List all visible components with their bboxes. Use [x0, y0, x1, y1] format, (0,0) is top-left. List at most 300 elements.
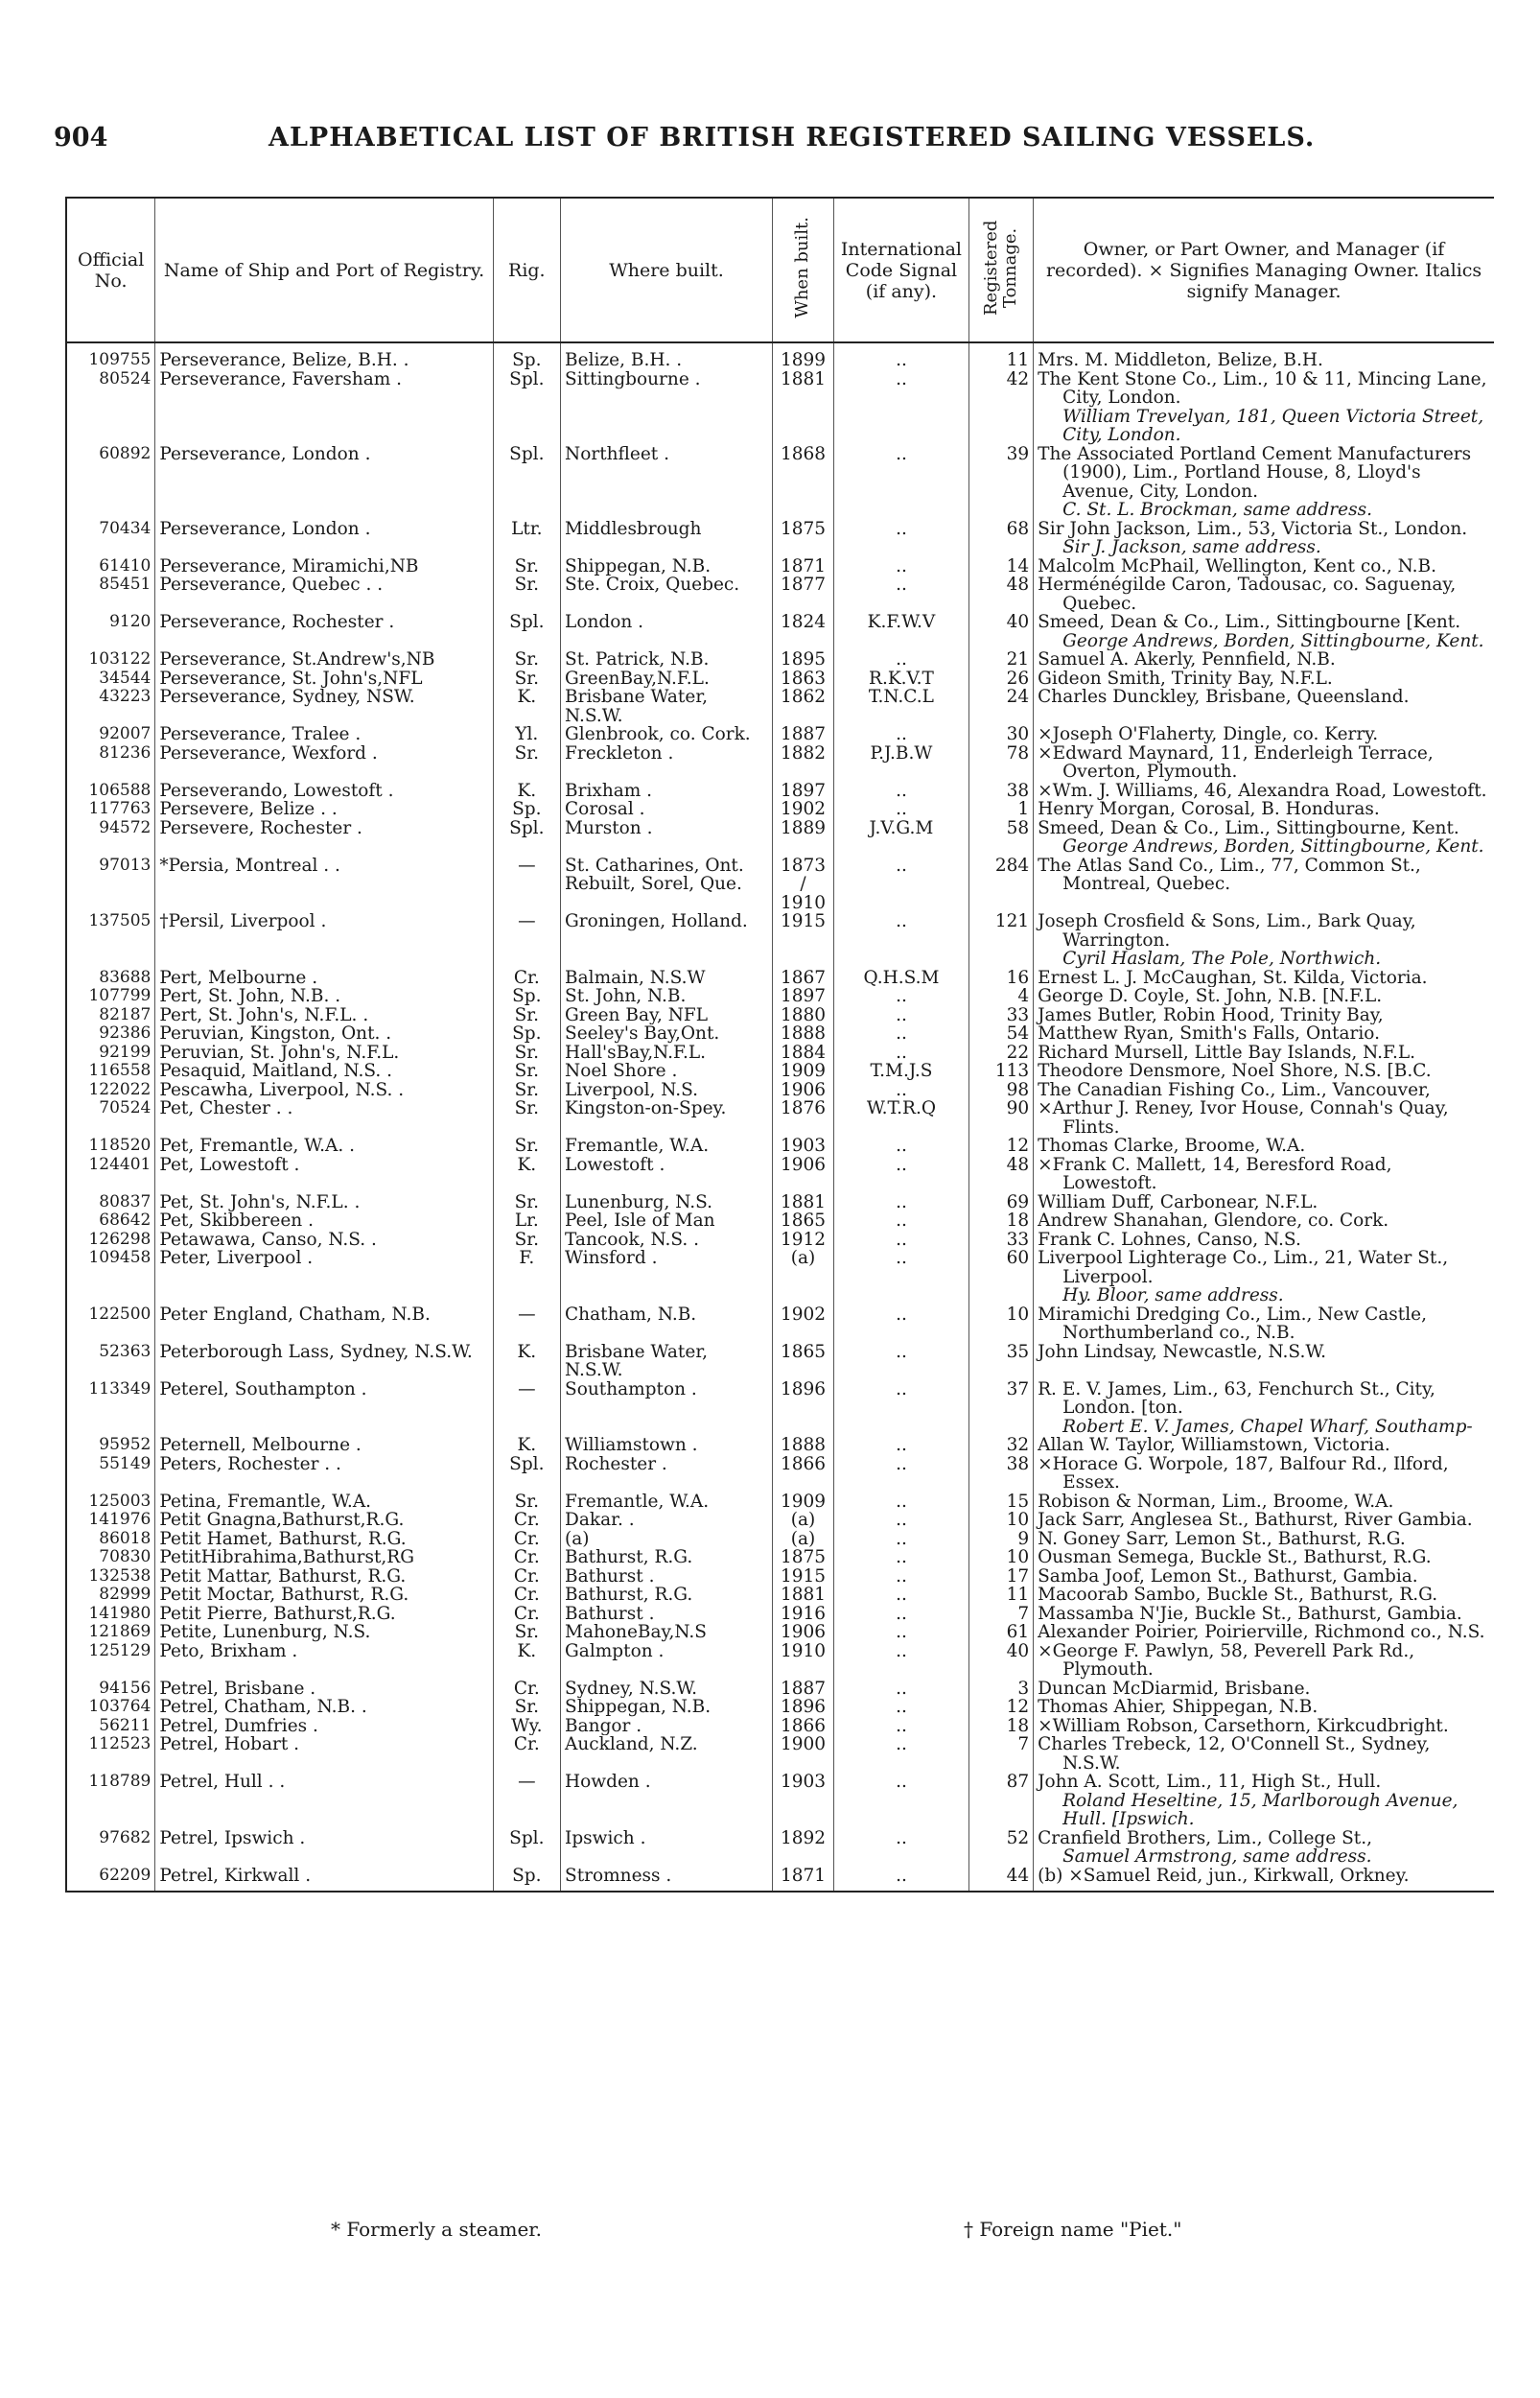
owner-cell: [1034, 1867, 1494, 1893]
ship-name: Perseverance, London .: [155, 520, 493, 557]
rig: Sr.: [493, 1044, 560, 1063]
official-number: 92386: [66, 1024, 155, 1044]
owner: The Atlas Sand Co., Lim., 77, Common St., Montreal, Quebec.: [1038, 856, 1421, 894]
table-row: [66, 1605, 1494, 1624]
owner: Liverpool Lighterage Co., Lim., 21, Water St., Liverpool.: [1038, 1249, 1449, 1287]
owner-cell: [1034, 725, 1494, 744]
table-row: [66, 1156, 1494, 1193]
owner: Thomas Ahier, Shippegan, N.B.: [1038, 1698, 1318, 1717]
ship-name: Petite, Lunenburg, N.S.: [155, 1623, 493, 1642]
tonnage: 44: [968, 1867, 1033, 1893]
official-number: 107799: [66, 987, 155, 1006]
official-number: 103764: [66, 1698, 155, 1717]
tonnage: 12: [968, 1137, 1033, 1156]
owner: Cranfield Brothers, Lim., College St.,: [1038, 1828, 1372, 1848]
when-built: 1880: [772, 1006, 833, 1025]
owner-cell: [1034, 370, 1494, 445]
rig: —: [493, 1305, 560, 1343]
tonnage: 52: [968, 1829, 1033, 1867]
signal-code: ..: [834, 1436, 969, 1455]
official-number: 97013: [66, 857, 155, 913]
table-row: [66, 1493, 1494, 1512]
owner-cell: [1034, 1735, 1494, 1773]
tonnage: 10: [968, 1548, 1033, 1567]
rig: K.: [493, 1343, 560, 1380]
signal-code: ..: [834, 1867, 969, 1893]
ship-name: Petrel, Hull . .: [155, 1773, 493, 1829]
tonnage: 33: [968, 1006, 1033, 1025]
when-built: 1875: [772, 1548, 833, 1567]
footnote-formerly-steamer: * Formerly a steamer.: [331, 2218, 543, 2241]
ship-name: Persevere, Rochester .: [155, 819, 493, 857]
table-row: [66, 613, 1494, 650]
table-row: [66, 1380, 1494, 1437]
official-number: 82187: [66, 1006, 155, 1025]
where-built: Green Bay, NFL: [561, 1006, 773, 1025]
ship-name: Petit Mattar, Bathurst, R.G.: [155, 1567, 493, 1587]
rig: —: [493, 1380, 560, 1437]
tonnage: 48: [968, 1156, 1033, 1193]
where-built: Shippegan, N.B.: [561, 1698, 773, 1717]
when-built: 1866: [772, 1717, 833, 1736]
rig: Sr.: [493, 1493, 560, 1512]
official-number: 95952: [66, 1436, 155, 1455]
where-built: Rochester .: [561, 1455, 773, 1493]
manager: William Trevelyan, 181, Queen Victoria Street, City, London.: [1062, 406, 1484, 445]
official-number: 81236: [66, 744, 155, 782]
manager: C. St. L. Brockman, same address.: [1062, 500, 1372, 520]
owner-cell: [1034, 744, 1494, 782]
official-number: 86018: [66, 1530, 155, 1549]
official-number: 126298: [66, 1231, 155, 1250]
tonnage: 38: [968, 1455, 1033, 1493]
ship-name: Pert, St. John's, N.F.L. .: [155, 1006, 493, 1025]
ship-name: Peters, Rochester . .: [155, 1455, 493, 1493]
official-number: 109755: [66, 342, 155, 370]
rig: Cr.: [493, 1605, 560, 1624]
owner-cell: [1034, 1211, 1494, 1231]
owner-cell: [1034, 912, 1494, 969]
when-built: 1882: [772, 744, 833, 782]
rig: Sr.: [493, 744, 560, 782]
where-built: MahoneBay,N.S: [561, 1623, 773, 1642]
official-number: 83688: [66, 969, 155, 988]
owner-cell: [1034, 1156, 1494, 1193]
official-number: 85451: [66, 576, 155, 613]
rig: Sr.: [493, 1231, 560, 1250]
official-number: 122022: [66, 1081, 155, 1100]
where-built: Tancook, N.S. .: [561, 1231, 773, 1250]
rig: F.: [493, 1249, 560, 1305]
where-built: Southampton .: [561, 1380, 773, 1437]
owner: Frank C. Lohnes, Canso, N.S.: [1038, 1230, 1301, 1249]
signal-code: ..: [834, 725, 969, 744]
official-number: 137505: [66, 912, 155, 969]
official-number: 82999: [66, 1586, 155, 1605]
tonnage: 22: [968, 1044, 1033, 1063]
signal-code: ..: [834, 1024, 969, 1044]
tonnage: 21: [968, 650, 1033, 670]
tonnage: 16: [968, 969, 1033, 988]
ship-name: Perseverance, Faversham .: [155, 370, 493, 445]
where-built: London .: [561, 613, 773, 650]
ship-name: Petrel, Chatham, N.B. .: [155, 1698, 493, 1717]
owner: Theodore Densmore, Noel Shore, N.S. [B.C.: [1038, 1062, 1432, 1081]
official-number: 68642: [66, 1211, 155, 1231]
signal-code: ..: [834, 520, 969, 557]
ship-name: Petrel, Kirkwall .: [155, 1867, 493, 1893]
owner: ×Joseph O'Flaherty, Dingle, co. Kerry.: [1038, 725, 1379, 744]
table-row: [66, 857, 1494, 913]
ship-name: PetitHibrahima,Bathurst,RG: [155, 1548, 493, 1567]
owner-cell: [1034, 857, 1494, 913]
owner: Charles Dunckley, Brisbane, Queensland.: [1038, 688, 1410, 707]
where-built: Freckleton .: [561, 744, 773, 782]
rig: Sr.: [493, 1099, 560, 1137]
when-built: 1902: [772, 1305, 833, 1343]
where-built: Groningen, Holland.: [561, 912, 773, 969]
owner: William Duff, Carbonear, N.F.L.: [1038, 1192, 1318, 1211]
owner: Matthew Ryan, Smith's Falls, Ontario.: [1038, 1024, 1380, 1044]
rig: Cr.: [493, 1530, 560, 1549]
ship-name: Peter, Liverpool .: [155, 1249, 493, 1305]
where-built: Ste. Croix, Quebec.: [561, 576, 773, 613]
tonnage: 3: [968, 1680, 1033, 1699]
when-built: 1909: [772, 1062, 833, 1081]
signal-code: ..: [834, 1380, 969, 1437]
when-built: 1824: [772, 613, 833, 650]
signal-code: ..: [834, 576, 969, 613]
ship-name: Peruvian, Kingston, Ont. .: [155, 1024, 493, 1044]
signal-code: ..: [834, 1006, 969, 1025]
owner-cell: [1034, 557, 1494, 576]
signal-code: W.T.R.Q: [834, 1099, 969, 1137]
signal-code: P.J.B.W: [834, 744, 969, 782]
when-built: 1892: [772, 1829, 833, 1867]
ship-name: Persevere, Belize . .: [155, 800, 493, 819]
owner: Miramichi Dredging Co., Lim., New Castle, Northumberland co., N.B.: [1038, 1305, 1427, 1343]
table-row: [66, 370, 1494, 445]
rig: Cr.: [493, 1586, 560, 1605]
when-built: (a): [772, 1249, 833, 1305]
col-name: Name of Ship and Port of Registry.: [155, 198, 493, 342]
official-number: 112523: [66, 1735, 155, 1773]
owner: Samuel A. Akerly, Pennfield, N.B.: [1038, 650, 1336, 670]
when-built: 1897: [772, 782, 833, 801]
owner-cell: [1034, 1099, 1494, 1137]
signal-code: T.M.J.S: [834, 1062, 969, 1081]
owner: John Lindsay, Newcastle, N.S.W.: [1038, 1342, 1326, 1362]
ship-name: Peto, Brixham .: [155, 1642, 493, 1680]
official-number: 43223: [66, 688, 155, 725]
owner: Henry Morgan, Corosal, B. Honduras.: [1038, 800, 1380, 819]
owner-cell: [1034, 1511, 1494, 1530]
rig: Ltr.: [493, 520, 560, 557]
signal-code: ..: [834, 1305, 969, 1343]
when-built: 1900: [772, 1735, 833, 1773]
col-where-built: Where built.: [561, 198, 773, 342]
tonnage: 18: [968, 1211, 1033, 1231]
owner: N. Goney Sarr, Lemon St., Bathurst, R.G.: [1038, 1529, 1406, 1548]
rig: Cr.: [493, 1548, 560, 1567]
when-built: 1903: [772, 1137, 833, 1156]
where-built: St. John, N.B.: [561, 987, 773, 1006]
rig: Cr.: [493, 1511, 560, 1530]
ship-name: Pet, Fremantle, W.A. .: [155, 1137, 493, 1156]
owner: Allan W. Taylor, Williamstown, Victoria.: [1038, 1436, 1390, 1455]
rig: —: [493, 857, 560, 913]
rig: Spl.: [493, 613, 560, 650]
owner: ×Wm. J. Williams, 46, Alexandra Road, Lowestoft.: [1038, 781, 1487, 800]
tonnage: 113: [968, 1062, 1033, 1081]
owner-cell: [1034, 1044, 1494, 1063]
official-number: 132538: [66, 1567, 155, 1587]
ship-name: Perseverance, St.Andrew's,NB: [155, 650, 493, 670]
signal-code: R.K.V.T: [834, 670, 969, 689]
where-built: St. Catharines, Ont. Rebuilt, Sorel, Que.: [561, 857, 773, 913]
signal-code: ..: [834, 987, 969, 1006]
owner-cell: [1034, 1829, 1494, 1867]
when-built: 1881: [772, 1586, 833, 1605]
table-row: [66, 1567, 1494, 1587]
table-row: [66, 1137, 1494, 1156]
owner-cell: [1034, 1698, 1494, 1717]
when-built: 1887: [772, 725, 833, 744]
owner: John A. Scott, Lim., 11, High St., Hull.: [1038, 1773, 1382, 1792]
owner-cell: [1034, 520, 1494, 557]
owner-cell: [1034, 1006, 1494, 1025]
signal-code: J.V.G.M: [834, 819, 969, 857]
tonnage: 98: [968, 1081, 1033, 1100]
owner: Smeed, Dean & Co., Lim., Sittingbourne, Kent.: [1038, 818, 1459, 838]
ship-name: Pescawha, Liverpool, N.S. .: [155, 1081, 493, 1100]
where-built: Auckland, N.Z.: [561, 1735, 773, 1773]
rig: Sr.: [493, 1698, 560, 1717]
owner: Richard Mursell, Little Bay Islands, N.F.L.: [1038, 1043, 1415, 1062]
tonnage: 33: [968, 1231, 1033, 1250]
table-row: [66, 670, 1494, 689]
table-row: [66, 1305, 1494, 1343]
where-built: Brisbane Water, N.S.W.: [561, 688, 773, 725]
owner-cell: [1034, 613, 1494, 650]
when-built: 1863: [772, 670, 833, 689]
owner-cell: [1034, 1586, 1494, 1605]
when-built: 1897: [772, 987, 833, 1006]
where-built: Belize, B.H. .: [561, 342, 773, 370]
owner-cell: [1034, 1380, 1494, 1437]
ship-name: Pert, St. John, N.B. .: [155, 987, 493, 1006]
tonnage: 14: [968, 557, 1033, 576]
when-built: 1916: [772, 1605, 833, 1624]
signal-code: ..: [834, 1511, 969, 1530]
when-built: 1915: [772, 1567, 833, 1587]
tonnage: 58: [968, 819, 1033, 857]
signal-code: ..: [834, 782, 969, 801]
tonnage: 7: [968, 1735, 1033, 1773]
owner-cell: [1034, 576, 1494, 613]
official-number: 70830: [66, 1548, 155, 1567]
owner-cell: [1034, 1623, 1494, 1642]
official-number: 60892: [66, 445, 155, 520]
signal-code: Q.H.S.M: [834, 969, 969, 988]
table-row: [66, 688, 1494, 725]
owner: Mrs. M. Middleton, Belize, B.H.: [1038, 350, 1323, 370]
col-tonnage: [968, 198, 1033, 342]
owner-cell: [1034, 1530, 1494, 1549]
where-built: Galmpton .: [561, 1642, 773, 1680]
tonnage: 87: [968, 1773, 1033, 1829]
manager: Samuel Armstrong, same address.: [1062, 1846, 1372, 1867]
ship-name: *Persia, Montreal . .: [155, 857, 493, 913]
owner: James Butler, Robin Hood, Trinity Bay,: [1038, 1005, 1384, 1024]
table-row: [66, 557, 1494, 576]
rig: Yl.: [493, 725, 560, 744]
when-built: 1862: [772, 688, 833, 725]
where-built: Sittingbourne .: [561, 370, 773, 445]
ship-name: Perseverance, Wexford .: [155, 744, 493, 782]
ship-name: Perseverance, St. John's,NFL: [155, 670, 493, 689]
manager: George Andrews, Borden, Sittingbourne, Kent.: [1062, 836, 1484, 857]
tonnage: 15: [968, 1493, 1033, 1512]
table-row: [66, 1867, 1494, 1893]
table-row: [66, 912, 1494, 969]
where-built: Liverpool, N.S.: [561, 1081, 773, 1100]
tonnage: 90: [968, 1099, 1033, 1137]
table-row: [66, 782, 1494, 801]
table-row: [66, 1044, 1494, 1063]
when-built: 1881: [772, 370, 833, 445]
table-row: [66, 342, 1494, 370]
official-number: 52363: [66, 1343, 155, 1380]
tonnage: 121: [968, 912, 1033, 969]
when-built: 1906: [772, 1156, 833, 1193]
signal-code: ..: [834, 1493, 969, 1512]
owner-cell: [1034, 1305, 1494, 1343]
where-built: Peel, Isle of Man: [561, 1211, 773, 1231]
when-built: 1877: [772, 576, 833, 613]
table-row: [66, 576, 1494, 613]
official-number: 117763: [66, 800, 155, 819]
signal-code: ..: [834, 1717, 969, 1736]
owner-cell: [1034, 445, 1494, 520]
col-owner: Owner, or Part Owner, and Manager (if recorded). × Signifies Managing Owner. Italics signify Manager.: [1034, 198, 1494, 342]
where-built: Northfleet .: [561, 445, 773, 520]
table-row: [66, 1642, 1494, 1680]
official-number: 122500: [66, 1305, 155, 1343]
rig: Wy.: [493, 1717, 560, 1736]
official-number: 9120: [66, 613, 155, 650]
table-row: [66, 800, 1494, 819]
signal-code: ..: [834, 1211, 969, 1231]
owner: The Kent Stone Co., Lim., 10 & 11, Mincing Lane, City, London.: [1038, 369, 1487, 408]
ship-name: Petrel, Hobart .: [155, 1735, 493, 1773]
where-built: Brisbane Water, N.S.W.: [561, 1343, 773, 1380]
where-built: Ipswich .: [561, 1829, 773, 1867]
tonnage: 38: [968, 782, 1033, 801]
where-built: (a): [561, 1530, 773, 1549]
owner: Alexander Poirier, Poirierville, Richmond co., N.S.: [1038, 1623, 1485, 1642]
table-row: [66, 1062, 1494, 1081]
owner-cell: [1034, 1081, 1494, 1100]
signal-code: ..: [834, 912, 969, 969]
rig: Sp.: [493, 342, 560, 370]
owner-cell: [1034, 1062, 1494, 1081]
table-row: [66, 1829, 1494, 1867]
when-built: 1888: [772, 1024, 833, 1044]
official-number: 141980: [66, 1605, 155, 1624]
table-row: [66, 1006, 1494, 1025]
rig: —: [493, 1773, 560, 1829]
official-number: 80837: [66, 1193, 155, 1212]
signal-code: ..: [834, 1642, 969, 1680]
owner-cell: [1034, 969, 1494, 988]
owner: Sir John Jackson, Lim., 53, Victoria St., London.: [1038, 519, 1468, 539]
rig: Lr.: [493, 1211, 560, 1231]
when-built: 1888: [772, 1436, 833, 1455]
tonnage: 9: [968, 1530, 1033, 1549]
table-row: [66, 819, 1494, 857]
owner: Malcolm McPhail, Wellington, Kent co., N.B.: [1038, 556, 1437, 576]
signal-code: ..: [834, 1698, 969, 1717]
col-official-no: Official No.: [66, 198, 155, 342]
tonnage: 24: [968, 688, 1033, 725]
ship-name: Perseverance, Quebec . .: [155, 576, 493, 613]
owner: Ernest L. J. McCaughan, St. Kilda, Victoria.: [1038, 968, 1428, 987]
rig: Sr.: [493, 1006, 560, 1025]
table-row: [66, 1773, 1494, 1829]
tonnage: 4: [968, 987, 1033, 1006]
rig: Sr.: [493, 650, 560, 670]
owner: Jack Sarr, Anglesea St., Bathurst, River Gambia.: [1038, 1511, 1473, 1530]
ship-name: Petit Gnagna,Bathurst,R.G.: [155, 1511, 493, 1530]
official-number: 125003: [66, 1493, 155, 1512]
official-number: 55149: [66, 1455, 155, 1493]
owner: Macoorab Sambo, Buckle St., Bathurst, R.G.: [1038, 1586, 1438, 1605]
ship-name: Perseverance, London .: [155, 445, 493, 520]
official-number: 106588: [66, 782, 155, 801]
signal-code: ..: [834, 1735, 969, 1773]
ship-name: Petrel, Ipswich .: [155, 1829, 493, 1867]
rig: Sr.: [493, 1081, 560, 1100]
owner: ×Frank C. Mallett, 14, Beresford Road, Lowestoft.: [1038, 1155, 1392, 1193]
signal-code: ..: [834, 1680, 969, 1699]
owner-cell: [1034, 1455, 1494, 1493]
tonnage: 39: [968, 445, 1033, 520]
table-row: [66, 725, 1494, 744]
signal-code: ..: [834, 1343, 969, 1380]
when-built: 1884: [772, 1044, 833, 1063]
col-tonnage-label: Registered Tonnage.: [981, 220, 1020, 316]
tonnage: 10: [968, 1511, 1033, 1530]
signal-code: ..: [834, 1773, 969, 1829]
when-built: 1873 / 1910: [772, 857, 833, 913]
where-built: Glenbrook, co. Cork.: [561, 725, 773, 744]
vessel-register-table: [65, 197, 1494, 1893]
signal-code: ..: [834, 1829, 969, 1867]
ship-name: Pert, Melbourne .: [155, 969, 493, 988]
owner-cell: [1034, 1773, 1494, 1829]
where-built: Winsford .: [561, 1249, 773, 1305]
official-number: 97682: [66, 1829, 155, 1867]
owner-cell: [1034, 1024, 1494, 1044]
where-built: Bathurst .: [561, 1605, 773, 1624]
ship-name: Perseverance, Miramichi,NB: [155, 557, 493, 576]
tonnage: 12: [968, 1698, 1033, 1717]
rig: Sp.: [493, 1867, 560, 1893]
official-number: 56211: [66, 1717, 155, 1736]
official-number: 124401: [66, 1156, 155, 1193]
col-when-built: [772, 198, 833, 342]
